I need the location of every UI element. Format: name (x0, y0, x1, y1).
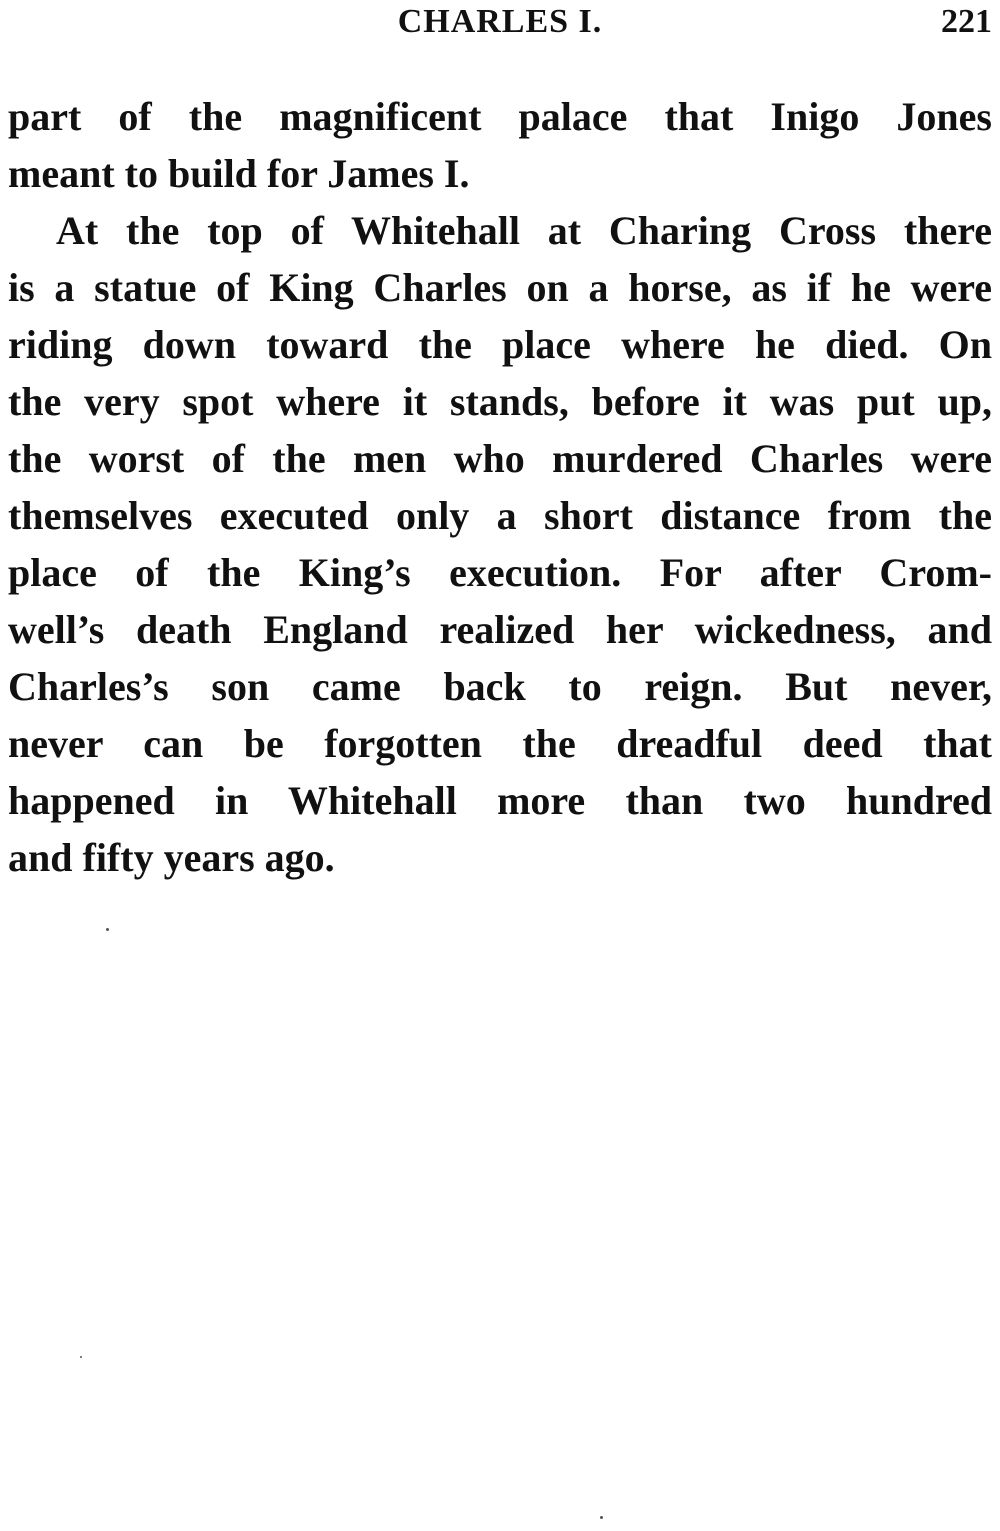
text-line: meant to build for James I. (8, 151, 470, 196)
text-line: is a statue of King Charles on a horse, as if he were (8, 265, 992, 310)
scan-speck (106, 928, 109, 931)
body-text (8, 88, 992, 886)
text-line: place of the King’s execution. For after Crom- (8, 550, 992, 595)
paragraph (8, 202, 992, 886)
text-line: the very spot where it stands, before it was put up, (8, 379, 992, 424)
scan-speck (80, 1356, 82, 1358)
paragraph (8, 88, 992, 202)
text-line: Charles’s son came back to reign. But never, (8, 664, 992, 709)
text-line: well’s death England realized her wickedness, and (8, 607, 992, 652)
running-title: CHARLES I. (397, 3, 603, 40)
text-line: part of the magnificent palace that Inigo Jones (8, 94, 992, 139)
text-line: happened in Whitehall more than two hundred (8, 778, 992, 823)
page-number: 221 (941, 3, 992, 40)
text-line: the worst of the men who murdered Charles were (8, 436, 992, 481)
text-line: never can be forgotten the dreadful deed that (8, 721, 992, 766)
text-line: At the top of Whitehall at Charing Cross there (56, 208, 992, 253)
text-line: riding down toward the place where he died. On (8, 322, 992, 367)
text-line: themselves executed only a short distance from the (8, 493, 992, 538)
text-line: and fifty years ago. (8, 835, 335, 880)
scan-speck (600, 1516, 603, 1519)
running-head (8, 0, 992, 60)
book-page (8, 0, 992, 1531)
